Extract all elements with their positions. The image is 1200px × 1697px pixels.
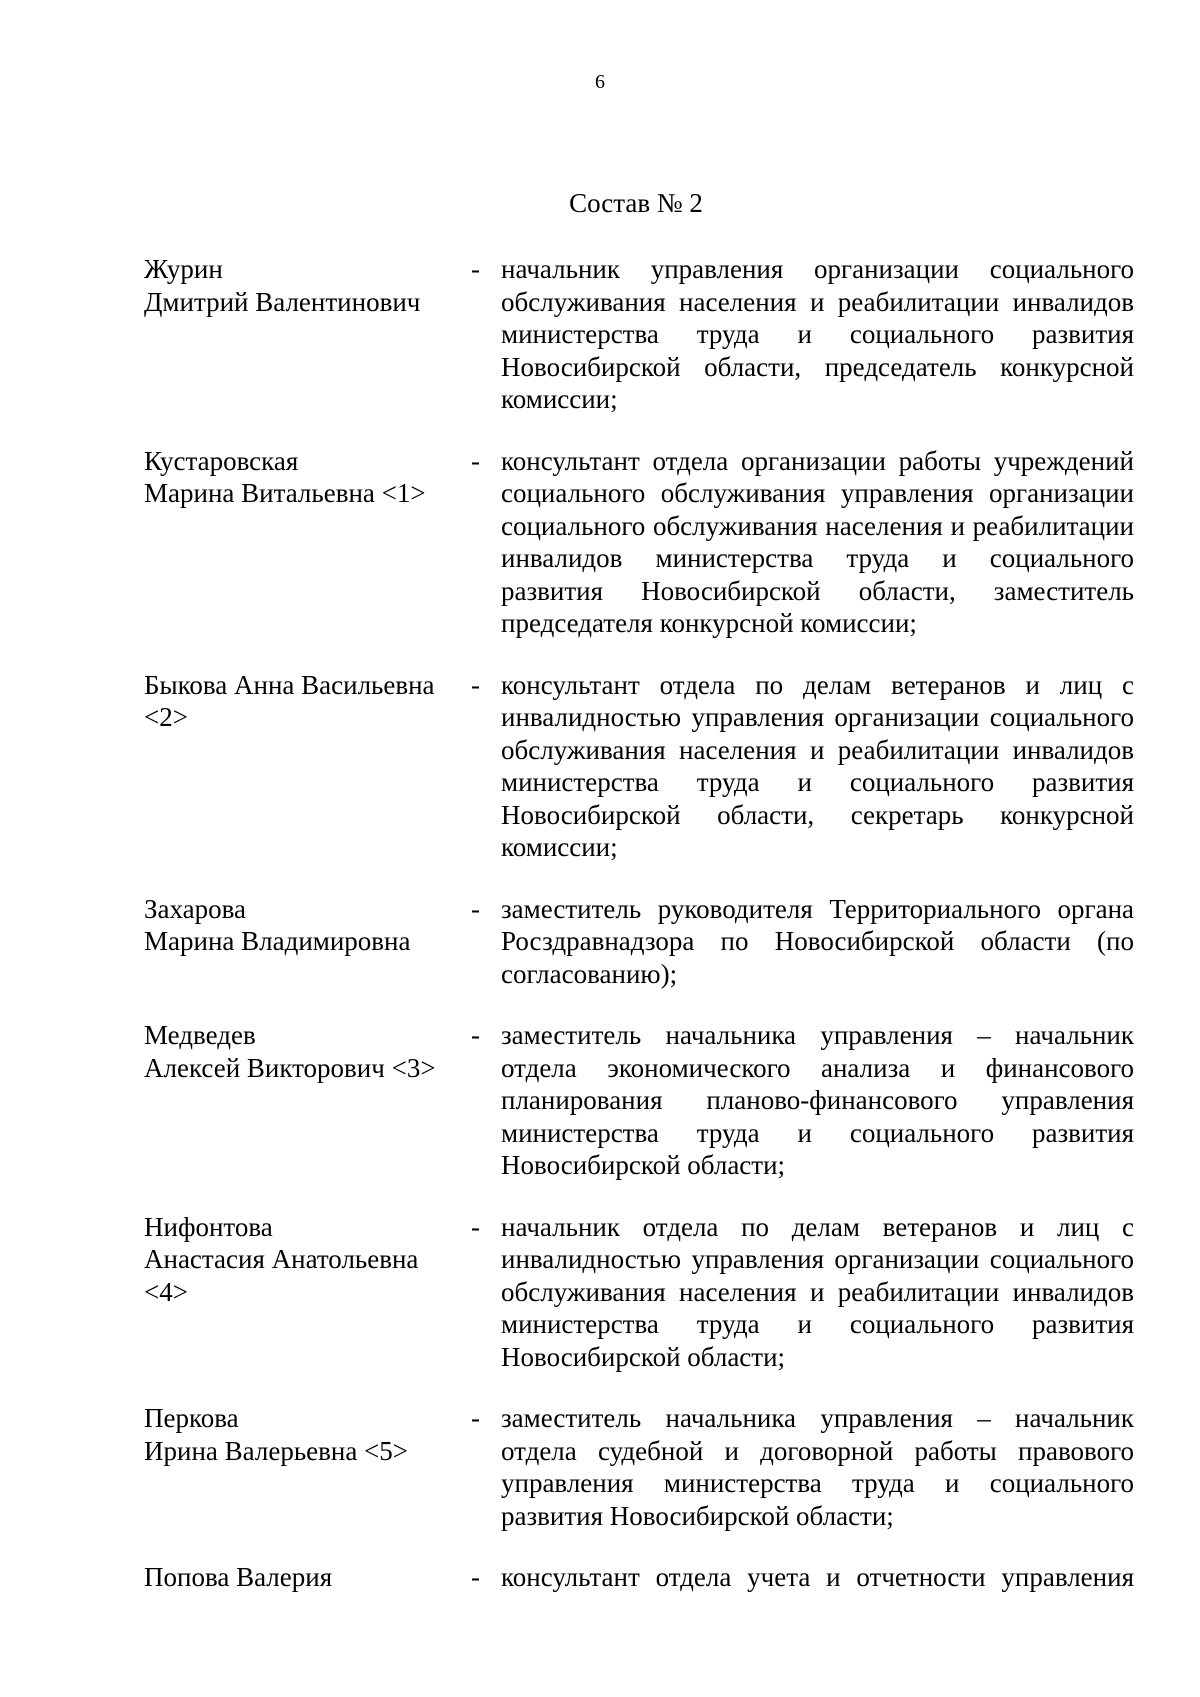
member-role: заместитель начальника управления – начальник отдела судебной и договорной работы правового управления министерства труда и социального развития Новосибирской области;	[501, 1403, 1134, 1531]
member-given-name: Марина Витальевна <1>	[144, 478, 426, 508]
member-row	[144, 669, 1134, 864]
member-surname: Быкова Анна Васильевна	[144, 669, 435, 700]
member-dash: -	[471, 445, 480, 476]
member-row	[144, 1561, 1134, 1594]
member-role: заместитель руководителя Территориального органа Росздравнадзора по Новосибирской области (по согласованию);	[501, 893, 1134, 989]
member-row	[144, 253, 1134, 416]
member-surname: Захарова	[144, 893, 247, 924]
member-dash: -	[471, 1403, 480, 1433]
member-given-name: Дмитрий Валентинович	[144, 286, 421, 317]
member-row	[144, 893, 1134, 991]
member-surname: Перкова	[144, 1403, 239, 1433]
member-dash: -	[471, 1211, 480, 1242]
member-dash: -	[471, 893, 480, 924]
member-surname: Попова Валерия	[144, 1562, 333, 1592]
member-role: консультант отдела организации работы учреждений социального обслуживания управления организации социального обслуживания населения и реабилитации инвалидов министерства труда и социального развития Новосибирской области, заместитель председателя конкурсной комиссии;	[501, 445, 1134, 638]
commission-member-list	[144, 253, 1134, 1594]
member-surname: Журин	[144, 254, 223, 284]
member-row	[144, 1211, 1134, 1374]
member-dash: -	[471, 669, 480, 700]
member-given-name: <2>	[144, 702, 188, 732]
document-title: Состав № 2	[569, 188, 703, 218]
member-name	[144, 253, 471, 318]
member-name	[144, 1211, 471, 1309]
member-given-name: Марина Владимировна	[144, 926, 411, 956]
member-role: консультант отдела по делам ветеранов и лиц с инвалидностью управления организации социального обслуживания населения и реабилитации инвалидов министерства труда и социального развития Новосибирской области, секретарь конкурсной комиссии;	[501, 669, 1134, 862]
member-role: консультант отдела учета и отчетности управления	[501, 1562, 1134, 1592]
member-name	[144, 893, 471, 958]
member-row	[144, 1402, 1134, 1532]
member-role: начальник отдела по делам ветеранов и лиц с инвалидностью управления организации социального обслуживания населения и реабилитации инвалидов министерства труда и социального развития Новосибирской области;	[501, 1211, 1134, 1372]
member-name	[144, 1561, 471, 1594]
member-name	[144, 445, 471, 510]
member-name	[144, 1402, 471, 1467]
member-role: заместитель начальника управления – начальник отдела экономического анализа и финансового планирования планово-финансового управления министерства труда и социального развития Новосибирской области;	[501, 1020, 1134, 1180]
member-role: начальник управления организации социального обслуживания населения и реабилитации инвалидов министерства труда и социального развития Новосибирской области, председатель конкурсной комиссии;	[501, 254, 1134, 414]
member-given-name: Алексей Викторович <3>	[144, 1052, 436, 1083]
member-row	[144, 445, 1134, 640]
member-name	[144, 1019, 471, 1084]
member-dash: -	[471, 1562, 480, 1592]
member-dash: -	[471, 1020, 480, 1050]
member-surname: Нифонтова	[144, 1211, 273, 1242]
member-surname: Медведев	[144, 1020, 256, 1050]
member-name	[144, 669, 471, 734]
member-surname: Кустаровская	[144, 445, 299, 476]
member-row	[144, 1019, 1134, 1182]
member-given-name: Анастасия Анатольевна	[144, 1244, 419, 1274]
member-footnote-ref: <4>	[144, 1276, 188, 1307]
member-dash: -	[471, 254, 480, 284]
member-given-name: Ирина Валерьевна <5>	[144, 1435, 409, 1466]
page-number: 6	[595, 71, 605, 93]
